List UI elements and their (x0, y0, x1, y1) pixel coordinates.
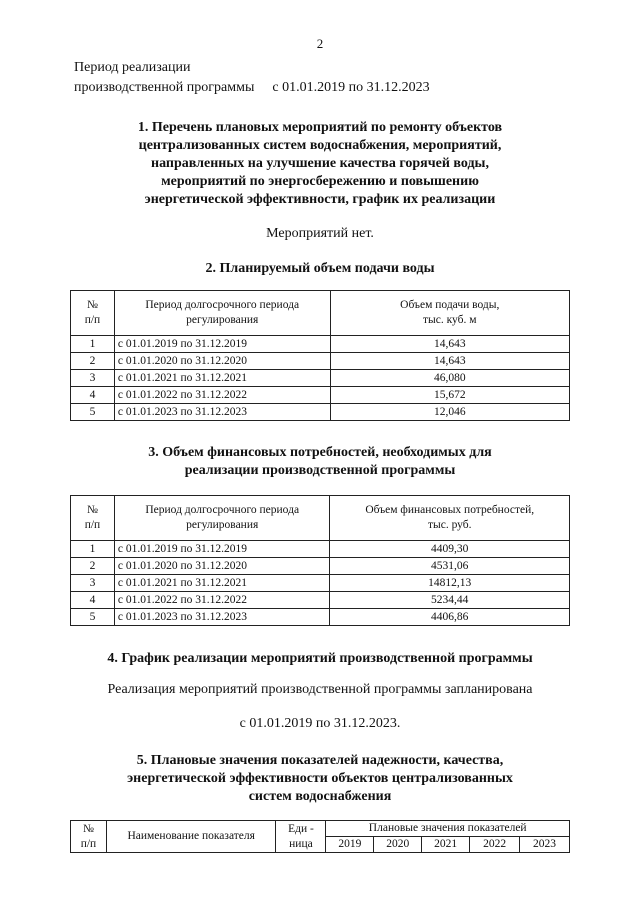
col-period: Период долгосрочного периода регулирования (114, 291, 330, 336)
section4-text-line1: Реализация мероприятий производственной программы запланирована (107, 682, 533, 697)
col-number: № п/п (71, 291, 115, 336)
table-row: 4 с 01.01.2022 по 31.12.2022 15,672 (71, 387, 570, 404)
table-row: 1 с 01.01.2019 по 31.12.2019 4409,30 (71, 541, 570, 558)
section3-title: 3. Объем финансовых потребностей, необходимых для реализации производственной программы (148, 445, 492, 478)
col-year: 2023 (520, 837, 570, 853)
period-dates: с 01.01.2019 по 31.12.2023 (272, 80, 430, 95)
table-header-row (71, 496, 570, 541)
col-finance: Объем финансовых потребностей, тыс. руб. (330, 496, 570, 541)
table-row: 3 с 01.01.2021 по 31.12.2021 46,080 (71, 370, 570, 387)
period-label: Период реализации (74, 60, 191, 75)
section1-note: Мероприятий нет. (266, 226, 374, 241)
col-number: № п/п (71, 496, 115, 541)
section2-title: 2. Планируемый объем подачи воды (205, 261, 435, 276)
table-header-row (71, 821, 570, 837)
indicators-table (70, 820, 570, 853)
section4-title: 4. График реализации мероприятий производственной программы (107, 651, 533, 666)
section5-title: 5. Плановые значения показателей надежности, качества, энергетической эффективности объектов централизованных систем водоснабжения (127, 753, 513, 804)
section1-title: 1. Перечень плановых мероприятий по ремонту объектов централизованных систем водоснабжения, мероприятий, направленных на улучшение качества горячей воды, мероприятий по энергосбережению и повышению энергетической эффективности, график их реализации (137, 120, 503, 207)
col-period: Период долгосрочного периода регулирования (114, 496, 330, 541)
table-row: 5 с 01.01.2023 по 31.12.2023 12,046 (71, 404, 570, 421)
col-year: 2020 (374, 837, 422, 853)
period-line (74, 80, 430, 96)
water-supply-table (70, 290, 570, 421)
col-volume: Объем подачи воды, тыс. куб. м (330, 291, 569, 336)
table-row: 5 с 01.01.2023 по 31.12.2023 4406,86 (71, 609, 570, 626)
col-unit: Еди - ница (276, 821, 326, 853)
section4-text-line2: с 01.01.2019 по 31.12.2023. (239, 716, 401, 731)
col-year: 2021 (422, 837, 470, 853)
period-program-label: производственной программы (74, 80, 255, 95)
col-year: 2022 (470, 837, 520, 853)
col-number: № п/п (71, 821, 107, 853)
col-planned-values: Плановые значения показателей (326, 821, 570, 837)
financial-needs-table (70, 495, 570, 626)
table-row: 2 с 01.01.2020 по 31.12.2020 14,643 (71, 353, 570, 370)
page-number: 2 (316, 36, 324, 51)
col-year: 2019 (326, 837, 374, 853)
col-indicator-name: Наименование показателя (106, 821, 276, 853)
table-row: 2 с 01.01.2020 по 31.12.2020 4531,06 (71, 558, 570, 575)
table-header-row (71, 291, 570, 336)
table-row: 1 с 01.01.2019 по 31.12.2019 14,643 (71, 336, 570, 353)
table-row: 3 с 01.01.2021 по 31.12.2021 14812,13 (71, 575, 570, 592)
table-row: 4 с 01.01.2022 по 31.12.2022 5234,44 (71, 592, 570, 609)
